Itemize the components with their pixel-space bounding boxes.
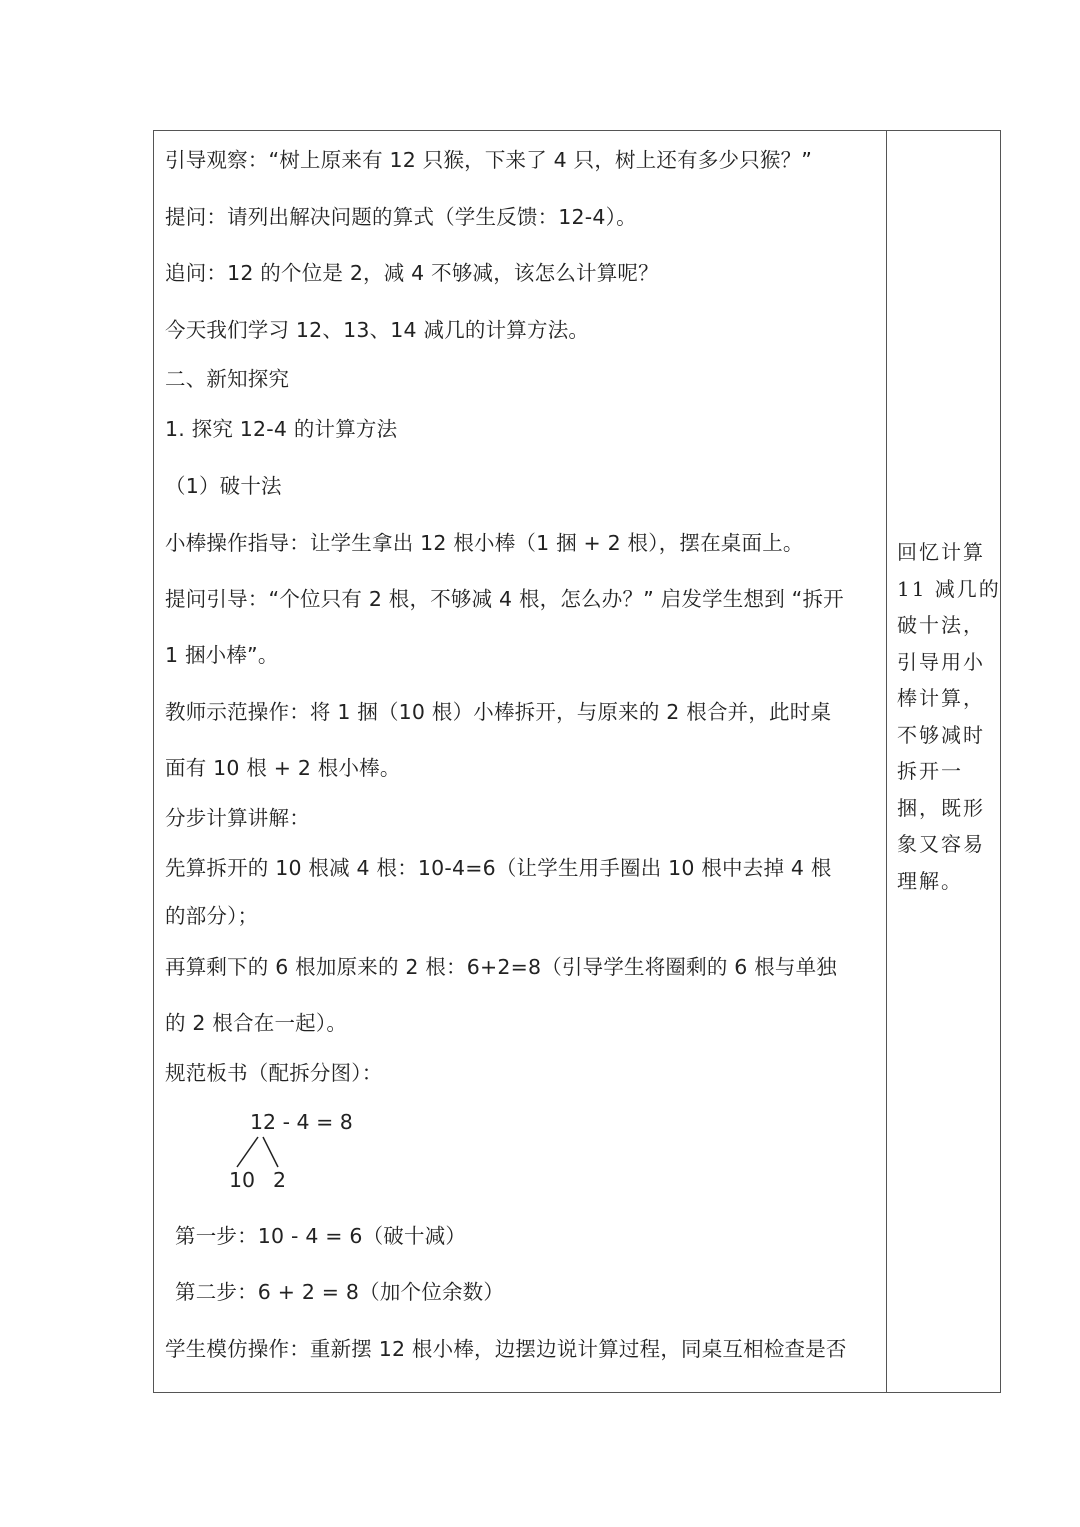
diagram-equation: 12 - 4 = 8 <box>250 1110 353 1134</box>
diagram-part-right: 2 <box>273 1168 287 1192</box>
text-line: 1 捆小棒”。 <box>165 643 279 667</box>
side-note-line: 回忆计算 <box>897 540 985 564</box>
text-line: 的部分）； <box>165 904 259 928</box>
side-note-line: 引导用小 <box>897 649 985 674</box>
method-heading: （1）破十法 <box>165 474 282 498</box>
text-line: 规范板书（配拆分图）： <box>165 1061 383 1085</box>
section-heading: 二、新知探究 <box>165 367 290 391</box>
split-line-left <box>237 1137 258 1167</box>
side-note-line: 棒计算， <box>897 686 985 710</box>
text-line: 再算剩下的 6 根加原来的 2 根：6+2=8（引导学生将圈剩的 6 根与单独 <box>165 955 838 979</box>
text-line: 面有 10 根 + 2 根小棒。 <box>165 756 401 780</box>
text-line: 先算拆开的 10 根减 4 根：10-4=6（让学生用手圈出 10 根中去掉 4 根 <box>165 856 832 880</box>
text-line: 追问：12 的个位是 2，减 4 不够减，该怎么计算呢？ <box>165 261 659 285</box>
diagram-part-left: 10 <box>229 1168 256 1192</box>
side-note-line: 11 减几的 <box>897 576 1001 601</box>
table-column-divider <box>886 130 887 1393</box>
text-line: 学生模仿操作：重新摆 12 根小棒，边摆边说计算过程，同桌互相检查是否 <box>165 1337 847 1361</box>
text-line: 今天我们学习 12、13、14 减几的计算方法。 <box>165 318 590 342</box>
text-line: 的 2 根合在一起）。 <box>165 1011 348 1035</box>
side-note-line: 象又容易 <box>897 832 985 856</box>
side-note-line: 破十法， <box>897 613 985 637</box>
text-line: 提问引导：“个位只有 2 根，不够减 4 根，怎么办？” 启发学生想到 “拆开 <box>165 587 844 611</box>
text-line: 小棒操作指导：让学生拿出 12 根小棒（1 捆 + 2 根），摆在桌面上。 <box>165 531 804 555</box>
text-line: 分步计算讲解： <box>165 806 310 830</box>
step-line: 第一步：10 - 4 = 6（破十减） <box>175 1224 467 1248</box>
side-note-line: 捆，既形 <box>897 795 985 820</box>
side-note-line: 理解。 <box>897 868 963 893</box>
split-diagram <box>228 1108 368 1194</box>
side-note-line: 拆开一 <box>897 759 963 783</box>
subsection-heading: 1. 探究 12-4 的计算方法 <box>165 417 398 441</box>
text-line: 提问：请列出解决问题的算式（学生反馈：12-4）。 <box>165 205 637 229</box>
text-line: 引导观察：“树上原来有 12 只猴，下来了 4 只，树上还有多少只猴？” <box>165 148 813 172</box>
step-line: 第二步：6 + 2 = 8（加个位余数） <box>175 1280 505 1304</box>
side-note <box>897 534 1001 899</box>
text-line: 教师示范操作：将 1 捆（10 根）小棒拆开，与原来的 2 根合并，此时桌 <box>165 700 832 724</box>
side-note-line: 不够减时 <box>897 722 985 747</box>
split-line-right <box>263 1137 278 1167</box>
